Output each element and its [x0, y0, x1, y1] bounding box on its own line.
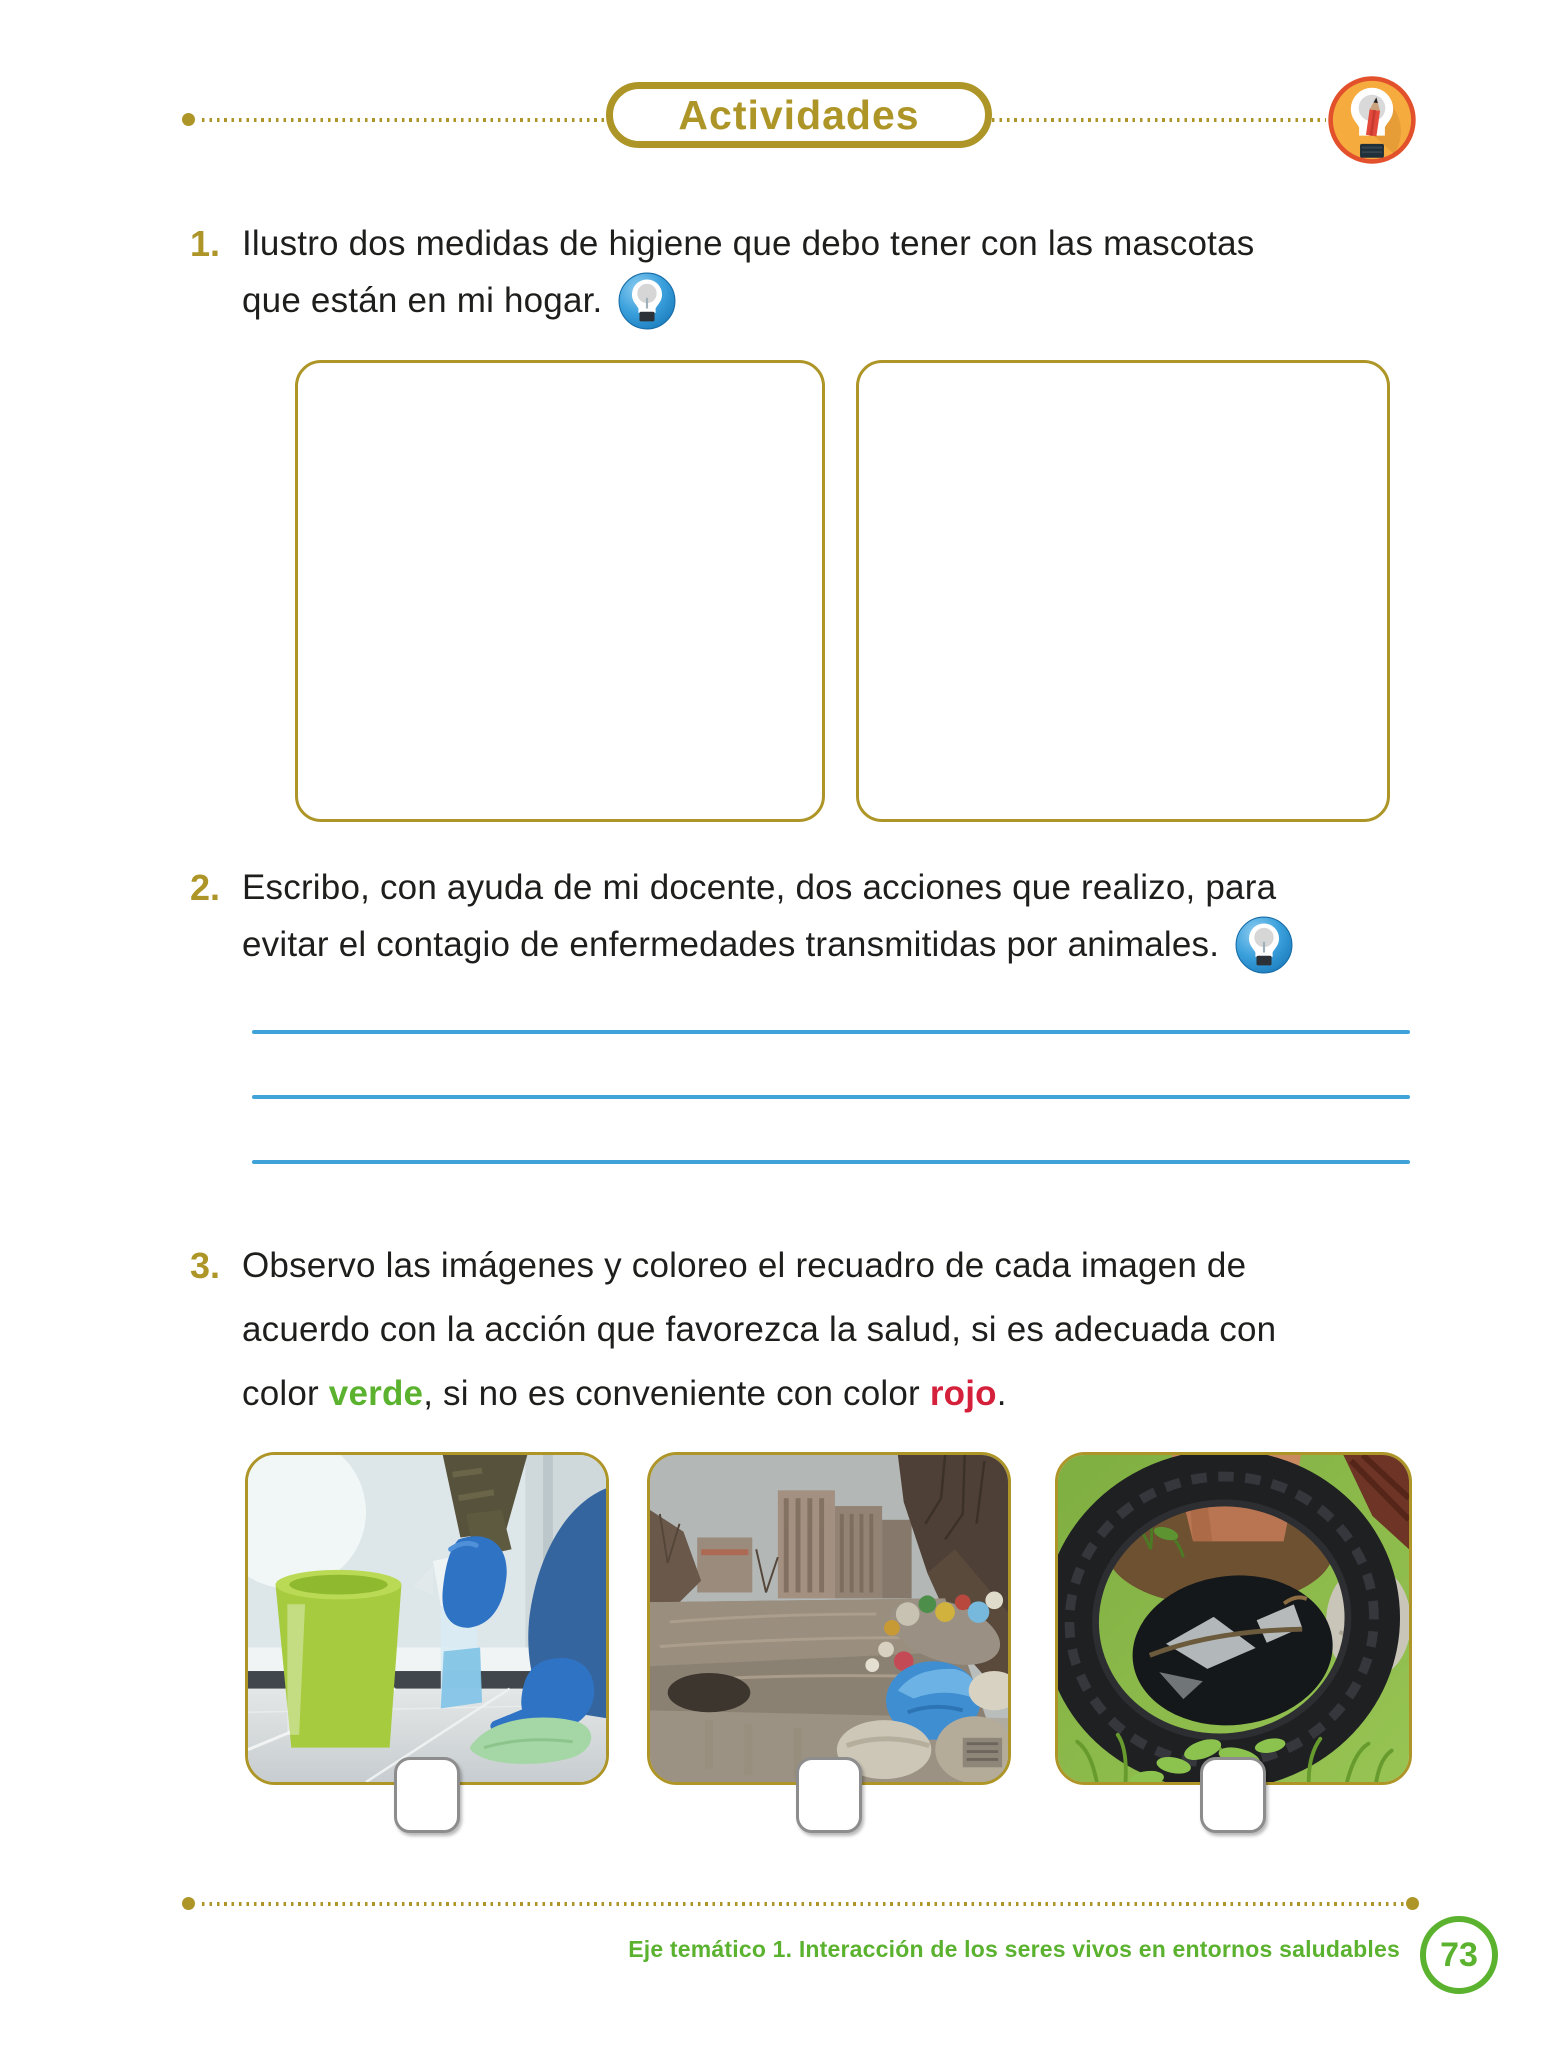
activity-2 — [190, 859, 1293, 976]
cleaning-floor-illustration — [248, 1455, 606, 1782]
tire-stagnant-water-illustration — [1058, 1455, 1409, 1782]
drawing-box-1[interactable] — [295, 360, 825, 822]
word-rojo: rojo — [929, 1374, 997, 1413]
cleaning-floor-photo — [245, 1452, 609, 1785]
activity-3-text — [242, 1234, 1276, 1426]
activity-2-text — [242, 859, 1293, 976]
drawing-box-2[interactable] — [856, 360, 1390, 822]
idea-bulb-icon — [1235, 916, 1293, 974]
activity-2-number: 2. — [190, 867, 221, 908]
activity-3-line-3: color verde, si no es conveniente con color rojo. — [242, 1374, 1007, 1413]
activity-3-line-1: Observo las imágenes y coloreo el recuadro de cada imagen de — [242, 1246, 1247, 1285]
header-line-start-dot — [182, 113, 195, 126]
lightbulb-pencil-icon — [1326, 74, 1418, 166]
activity-3-line-2: acuerdo con la acción que favorezca la salud, si es adecuada con — [242, 1310, 1277, 1349]
footer-theme-text: Eje temático 1. Interacción de los seres vivos en entornos saludables — [628, 1936, 1400, 1962]
activities-banner — [606, 82, 992, 148]
activity-2-line-2: evitar el contagio de enfermedades transmitidas por animales. — [242, 916, 1293, 976]
idea-bulb-icon — [618, 272, 676, 330]
activity-3 — [190, 1234, 1276, 1426]
activity-1-text — [242, 215, 1254, 332]
word-verde: verde — [328, 1374, 424, 1413]
activity-1-line-1: Ilustro dos medidas de higiene que debo tener con las mascotas — [242, 224, 1255, 263]
activity-1-number: 1. — [190, 223, 221, 264]
answer-line-3[interactable] — [252, 1160, 1410, 1164]
header-dotted-line-left — [202, 118, 606, 122]
page-number: 73 — [1440, 1935, 1478, 1974]
page-number-badge — [1420, 1916, 1498, 1994]
lightbulb-pencil-icon-svg — [1326, 74, 1418, 166]
answer-line-1[interactable] — [252, 1030, 1410, 1034]
color-answer-box-1[interactable] — [394, 1757, 460, 1833]
page-title: Actividades — [678, 91, 920, 138]
color-answer-box-2[interactable] — [796, 1757, 862, 1833]
polluted-river-illustration — [650, 1455, 1008, 1782]
color-answer-box-3[interactable] — [1200, 1757, 1266, 1833]
answer-line-2[interactable] — [252, 1095, 1410, 1099]
footer-line-start-dot — [182, 1897, 195, 1910]
header-dotted-line-right — [992, 118, 1326, 122]
tire-stagnant-water-photo — [1055, 1452, 1412, 1785]
activity-3-number: 3. — [190, 1245, 221, 1286]
polluted-river-photo — [647, 1452, 1011, 1785]
footer-line-end-dot — [1406, 1897, 1419, 1910]
activity-1 — [190, 215, 1254, 332]
activity-1-line-2: que están en mi hogar. — [242, 272, 1254, 332]
footer-dotted-line — [202, 1902, 1406, 1906]
activity-2-line-1: Escribo, con ayuda de mi docente, dos acciones que realizo, para — [242, 868, 1277, 907]
